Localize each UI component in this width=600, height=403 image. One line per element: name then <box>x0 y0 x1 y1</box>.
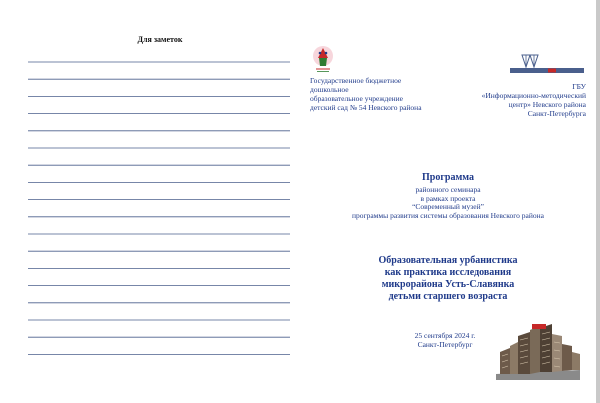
org-line: «Информационно-методический <box>481 91 586 100</box>
imc-org-text <box>458 82 586 118</box>
notes-heading: Для заметок <box>137 35 183 44</box>
page-edge <box>596 0 600 403</box>
seminar-topic <box>300 255 596 303</box>
kindergarten-org-text <box>310 76 460 112</box>
imc-logo-icon <box>508 53 586 77</box>
program-title: Программа <box>422 172 474 183</box>
topic-line: Образовательная урбанистика <box>378 255 518 266</box>
org-line: Государственное бюджетное <box>310 76 402 85</box>
date-place <box>400 331 490 349</box>
program-line: районного семинара <box>415 185 481 194</box>
program-line: программы развития системы образования Невского района <box>352 210 544 220</box>
topic-line: детьми старшего возраста <box>388 291 508 302</box>
event-place: Санкт-Петербург <box>417 340 473 349</box>
org-line: детский сад № 54 Невского района <box>310 103 422 112</box>
program-subtitle <box>300 186 596 220</box>
event-date: 25 сентября 2024 г. <box>414 331 476 340</box>
org-line: центр» Невского района <box>508 100 586 109</box>
program-line: “Современный музей” <box>412 202 484 212</box>
org-line: ГБУ <box>572 82 586 91</box>
city-buildings-icon <box>496 322 580 380</box>
program-line: в рамках проекта <box>420 193 476 203</box>
org-line: Санкт-Петербурга <box>527 109 586 118</box>
topic-line: микрорайона Усть-Славянка <box>381 279 515 290</box>
org-line: образовательное учреждение <box>310 94 404 103</box>
topic-line: как практика исследования <box>384 267 512 278</box>
org-line: дошкольное <box>310 85 349 94</box>
kindergarten-logo-icon <box>310 44 336 74</box>
